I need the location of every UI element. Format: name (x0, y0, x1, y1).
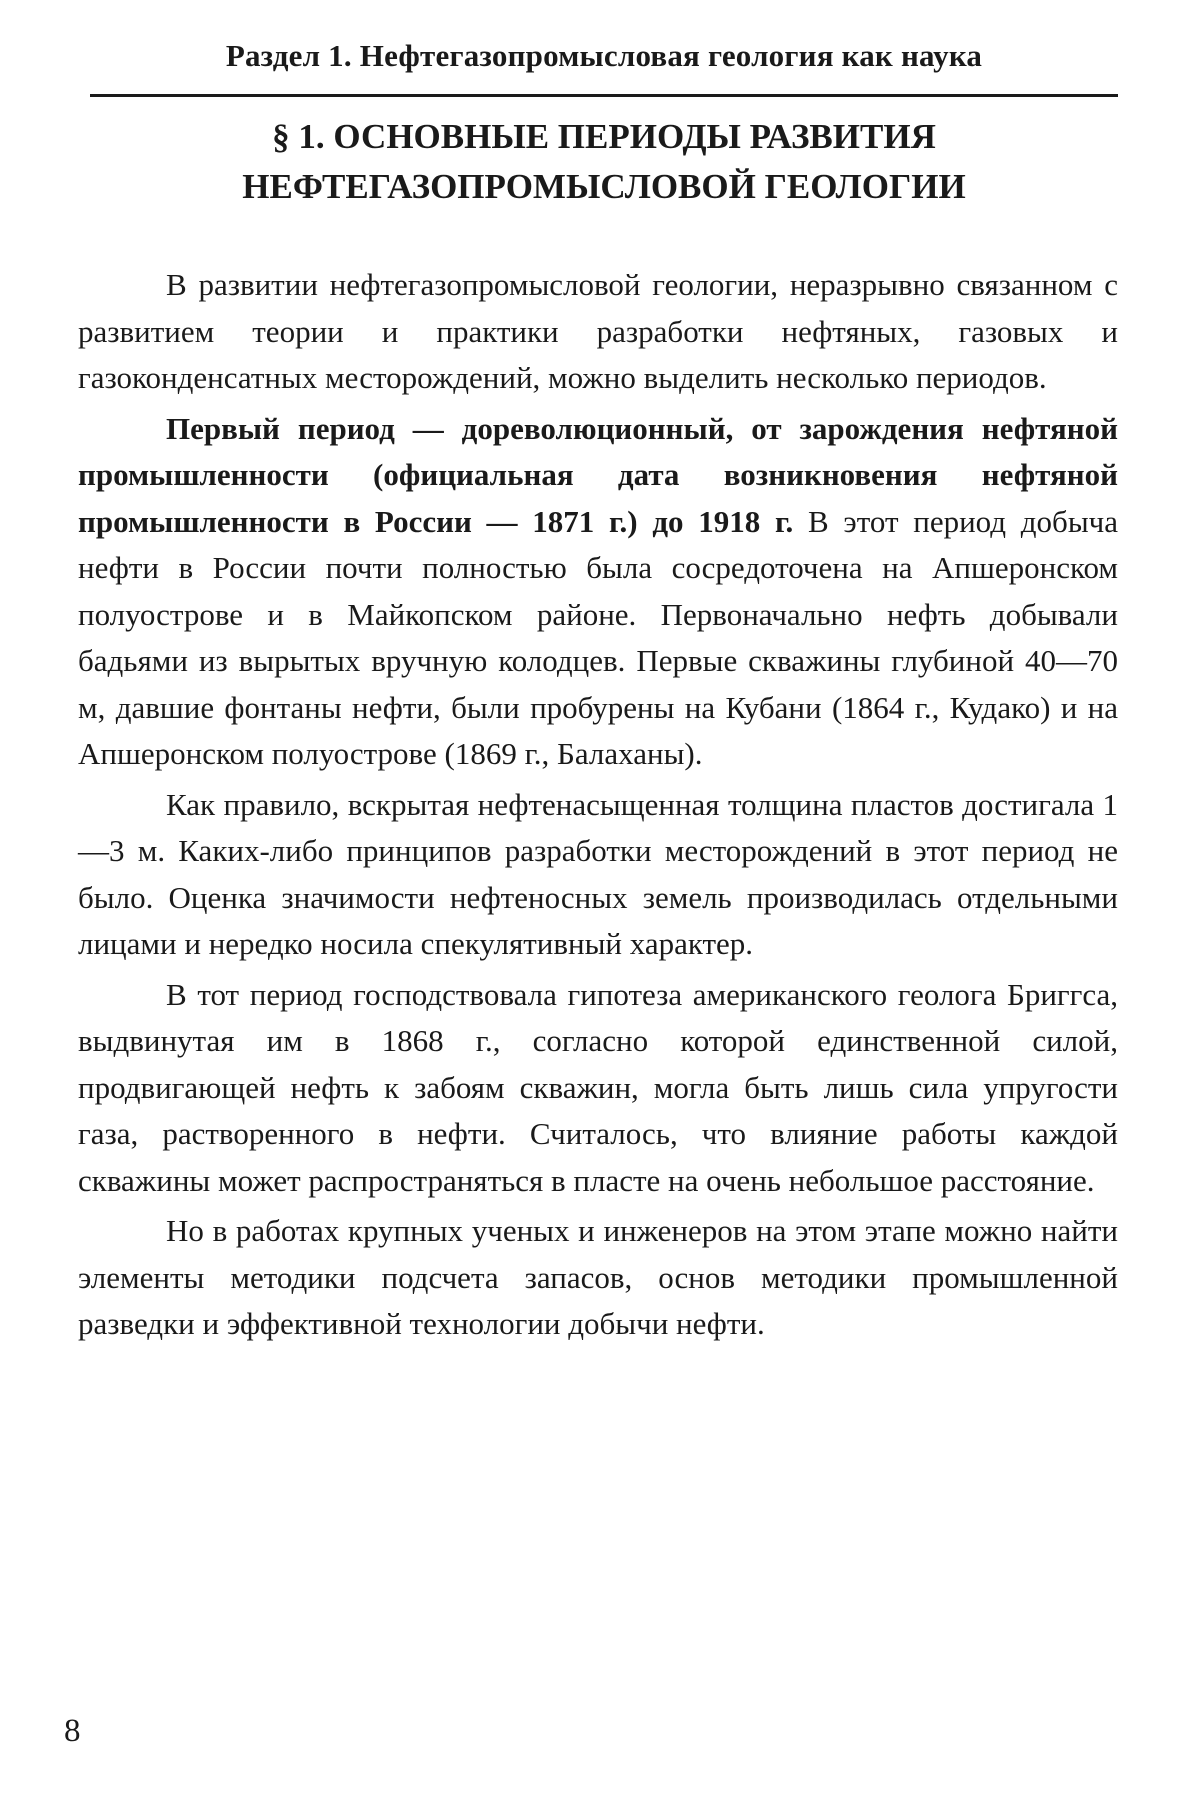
paragraph-hypothesis: В тот период господствовала гипотеза американского геолога Бриггса, выдвинутая им в 1868 г., согласно которой единственной силой, продвигающей нефть к забоям скважин, могла быть лишь сила упругости газа, растворенного в нефти. Считалось, что влияние работы каждой скважины может распространяться в пласте на очень небольшое расстояние. (78, 976, 1118, 1198)
body-text (78, 262, 1118, 1348)
first-period-heading: Первый период — дореволюционный, от зарождения нефтяной промышленности (официальная дата возникновения нефтяной промышленности в России — 1871 г.) до 1918 г. (78, 410, 1118, 539)
section-title (90, 112, 1118, 212)
first-period-text: В этот период добыча нефти в России почти полностью была сосредоточена на Апшеронском полуострове и в Майкопском районе. Первоначально нефть добывали бадьями из вырытых вручную колодцев. Первые скважины глубиной 40—70 м, давшие фонтаны нефти, были пробурены на Кубани (1864 г., Кудако) и на Апшеронском полуострове (1869 г., Балаханы). (78, 503, 1118, 771)
paragraph-intro: В развитии нефтегазопромысловой геологии, неразрывно связанном с развитием теории и практики разработки нефтяных, газовых и газоконденсатных месторождений, можно выделить несколько периодов. (78, 267, 1118, 395)
paragraph-methods: Но в работах крупных ученых и инженеров на этом этапе можно найти элементы методики подсчета запасов, основ методики промышленной разведки и эффективной технологии добычи нефти. (78, 1213, 1118, 1341)
running-header: Раздел 1. Нефтегазопромысловая геология как наука (225, 38, 983, 73)
paragraph-first-period (78, 406, 1118, 778)
header-divider (90, 94, 1118, 97)
section-title-line-1: § 1. ОСНОВНЫЕ ПЕРИОДЫ РАЗВИТИЯ (272, 117, 936, 156)
section-title-line-2: НЕФТЕГАЗОПРОМЫСЛОВОЙ ГЕОЛОГИИ (242, 167, 966, 206)
paragraph-thickness: Как правило, вскрытая нефтенасыщенная толщина пластов достигала 1—3 м. Каких-либо принципов разработки месторождений в этот период не было. Оценка значимости нефтеносных земель производилась отдельными лицами и нередко носила спекулятивный характер. (78, 786, 1118, 961)
page-number: 8 (64, 1713, 81, 1749)
